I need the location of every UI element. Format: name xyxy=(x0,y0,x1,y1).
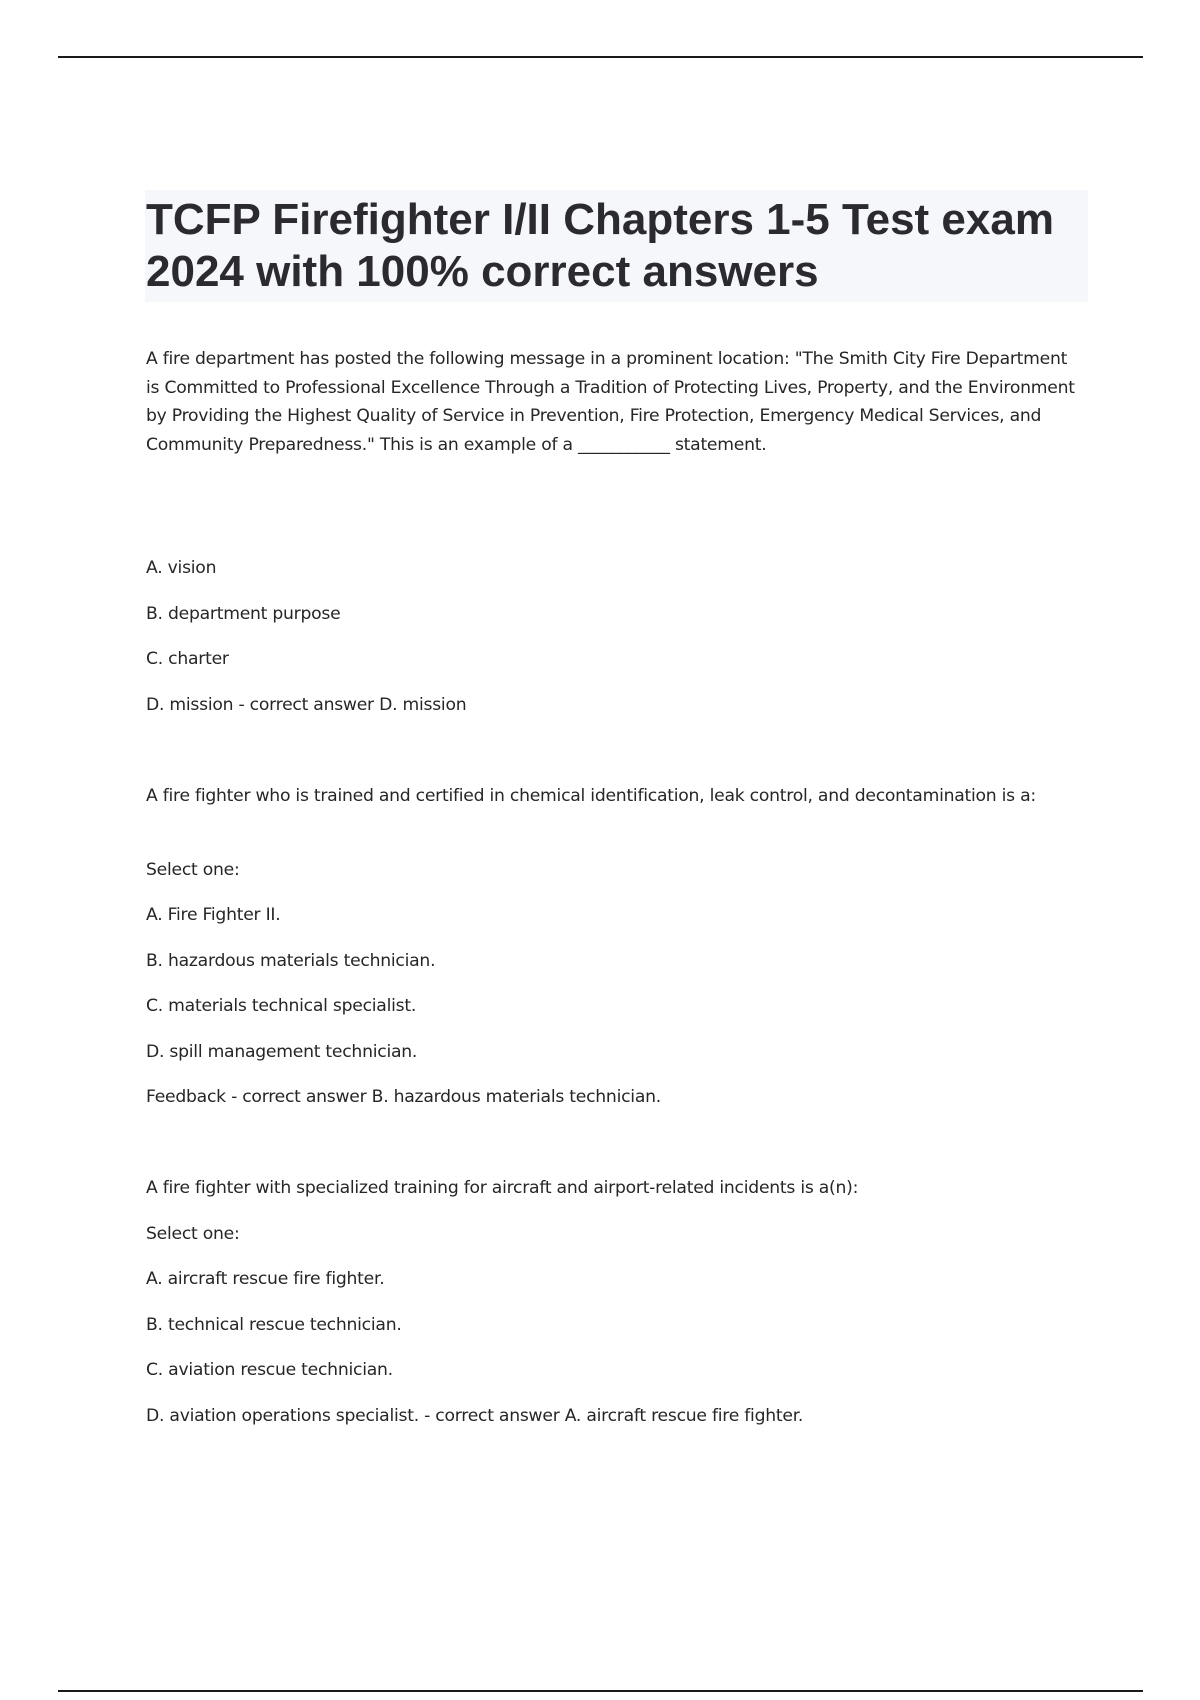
question-3-option-d-answer: D. aviation operations specialist. - correct answer A. aircraft rescue fire fighter. xyxy=(146,1406,804,1426)
question-1-option-b: B. department purpose xyxy=(146,604,341,624)
question-3-option-c: C. aviation rescue technician. xyxy=(146,1360,393,1380)
footer-rule xyxy=(58,1690,1143,1692)
question-2-feedback-answer: Feedback - correct answer B. hazardous materials technician. xyxy=(146,1087,661,1107)
header-rule xyxy=(58,56,1143,58)
question-3-select-one: Select one: xyxy=(146,1224,240,1244)
question-2-option-d: D. spill management technician. xyxy=(146,1042,418,1062)
document-title: TCFP Firefighter I/II Chapters 1-5 Test exam 2024 with 100% correct answers xyxy=(146,195,1054,296)
question-1-option-c: C. charter xyxy=(146,649,229,669)
question-2-select-one: Select one: xyxy=(146,860,240,880)
question-1-option-d-answer: D. mission - correct answer D. mission xyxy=(146,695,467,715)
question-3-option-b: B. technical rescue technician. xyxy=(146,1315,402,1335)
question-2-option-c: C. materials technical specialist. xyxy=(146,996,417,1016)
question-1-prompt: A fire department has posted the following message in a prominent location: "The Smith City Fire Department is Committed to Professional Excellence Through a Tradition of Protecting Lives, Property, and the Environment by Providing the Highest Quality of Service in Prevention, Fire Protection, Emergency Medical Services, and Community Preparedness." This is an example of a ___________ statement. xyxy=(146,349,1075,455)
question-3-option-a: A. aircraft rescue fire fighter. xyxy=(146,1269,385,1289)
question-2-option-b: B. hazardous materials technician. xyxy=(146,951,436,971)
question-2-option-a: A. Fire Fighter II. xyxy=(146,905,281,925)
question-2-prompt: A fire fighter who is trained and certified in chemical identification, leak control, and decontamination is a: xyxy=(146,786,1036,806)
question-3-prompt: A fire fighter with specialized training for aircraft and airport-related incidents is a(n): xyxy=(146,1178,859,1198)
question-1-option-a: A. vision xyxy=(146,558,217,578)
